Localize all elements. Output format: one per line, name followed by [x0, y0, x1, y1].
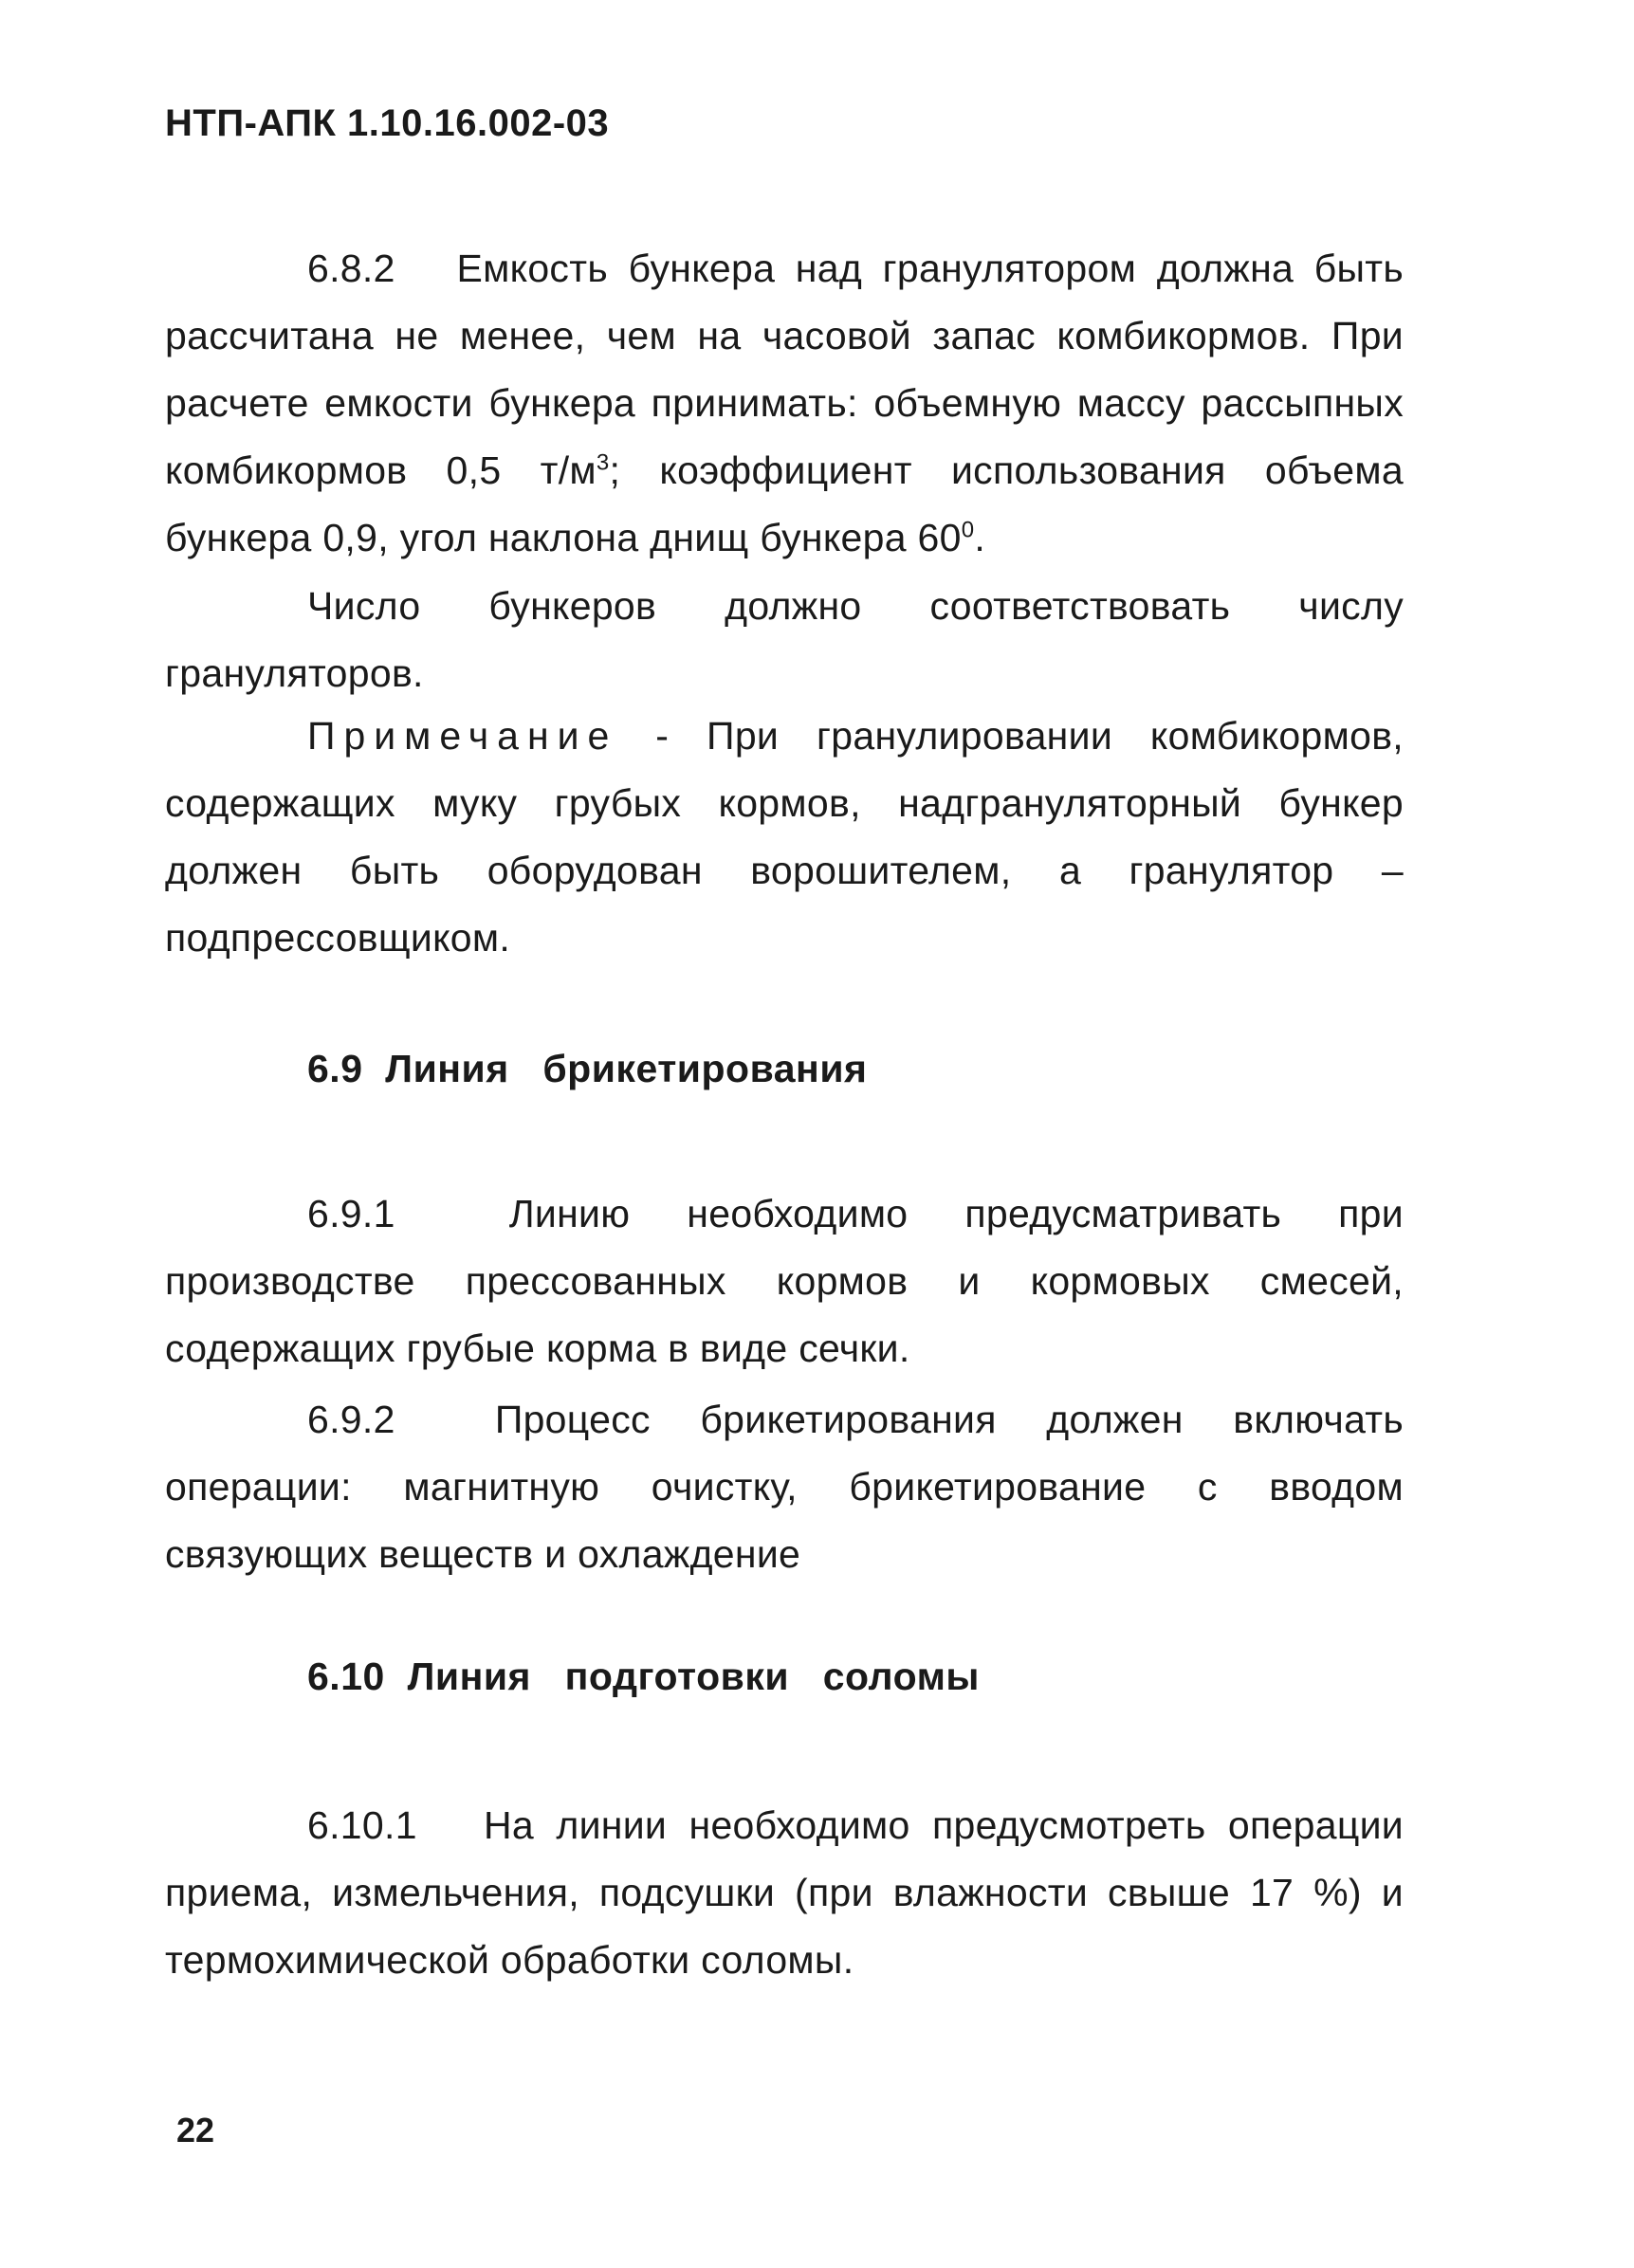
section-title-word: Линия	[385, 1047, 509, 1090]
note-text: - При гранулировании комбикормов, содержащих муку грубых кормов, надгрануляторный бункер должен быть оборудован ворошителем, а гранулятор – подпрессовщиком.	[165, 714, 1404, 960]
paragraph-text: ; коэффициент использования объема бункера 0,9, угол наклона днищ бункера 60	[165, 448, 1404, 559]
section-title-word: Линия	[407, 1655, 531, 1698]
paragraph-text: Число бункеров должно соответствовать числу грануляторов.	[165, 584, 1404, 695]
section-title-word: соломы	[822, 1655, 980, 1698]
clause-number: 6.10.1	[307, 1803, 417, 1847]
paragraph-text: Процесс брикетирования должен включать операции: магнитную очистку, брикетирование с вводом связующих веществ и охлаждение	[165, 1398, 1405, 1576]
paragraph-6-8-2	[165, 235, 1404, 572]
note-paragraph	[165, 703, 1404, 972]
clause-number: 6.9.1	[307, 1192, 395, 1235]
paragraph-text: Линию необходимо предусматривать при производстве прессованных кормов и кормовых смесей, содержащих грубые корма в виде сечки.	[165, 1192, 1404, 1370]
superscript: 3	[596, 449, 610, 476]
clause-number: 6.8.2	[307, 247, 395, 290]
paragraph-6-10-1	[165, 1792, 1404, 1994]
paragraph-text: На линии необходимо предусмотреть операции приема, измельчения, подсушки (при влажности свыше 17 %) и термохимической обработки соломы.	[165, 1803, 1404, 1982]
page-number: 22	[176, 2111, 215, 2149]
superscript: 0	[961, 517, 975, 543]
section-number: 6.9	[307, 1047, 363, 1090]
document-code: НТП-АПК 1.10.16.002-03	[165, 102, 610, 144]
paragraph-text: Емкость бункера над гранулятором должна быть рассчитана не менее, чем на часовой запас комбикормов. При расчете емкости бункера принимать: объемную массу рассыпных комбикормов 0,5 т/м	[165, 247, 1404, 492]
section-heading-6-9	[307, 1047, 867, 1091]
section-heading-6-10	[307, 1655, 980, 1699]
section-title-word: подготовки	[564, 1655, 790, 1698]
section-number: 6.10	[307, 1655, 385, 1698]
paragraph-6-9-2	[165, 1386, 1404, 1588]
section-title-word: брикетирования	[542, 1047, 868, 1090]
paragraph-text: .	[974, 516, 986, 559]
paragraph-bunkers	[165, 573, 1404, 707]
note-label: Примечание	[307, 714, 618, 758]
paragraph-6-9-1	[165, 1180, 1404, 1382]
clause-number: 6.9.2	[307, 1398, 395, 1441]
